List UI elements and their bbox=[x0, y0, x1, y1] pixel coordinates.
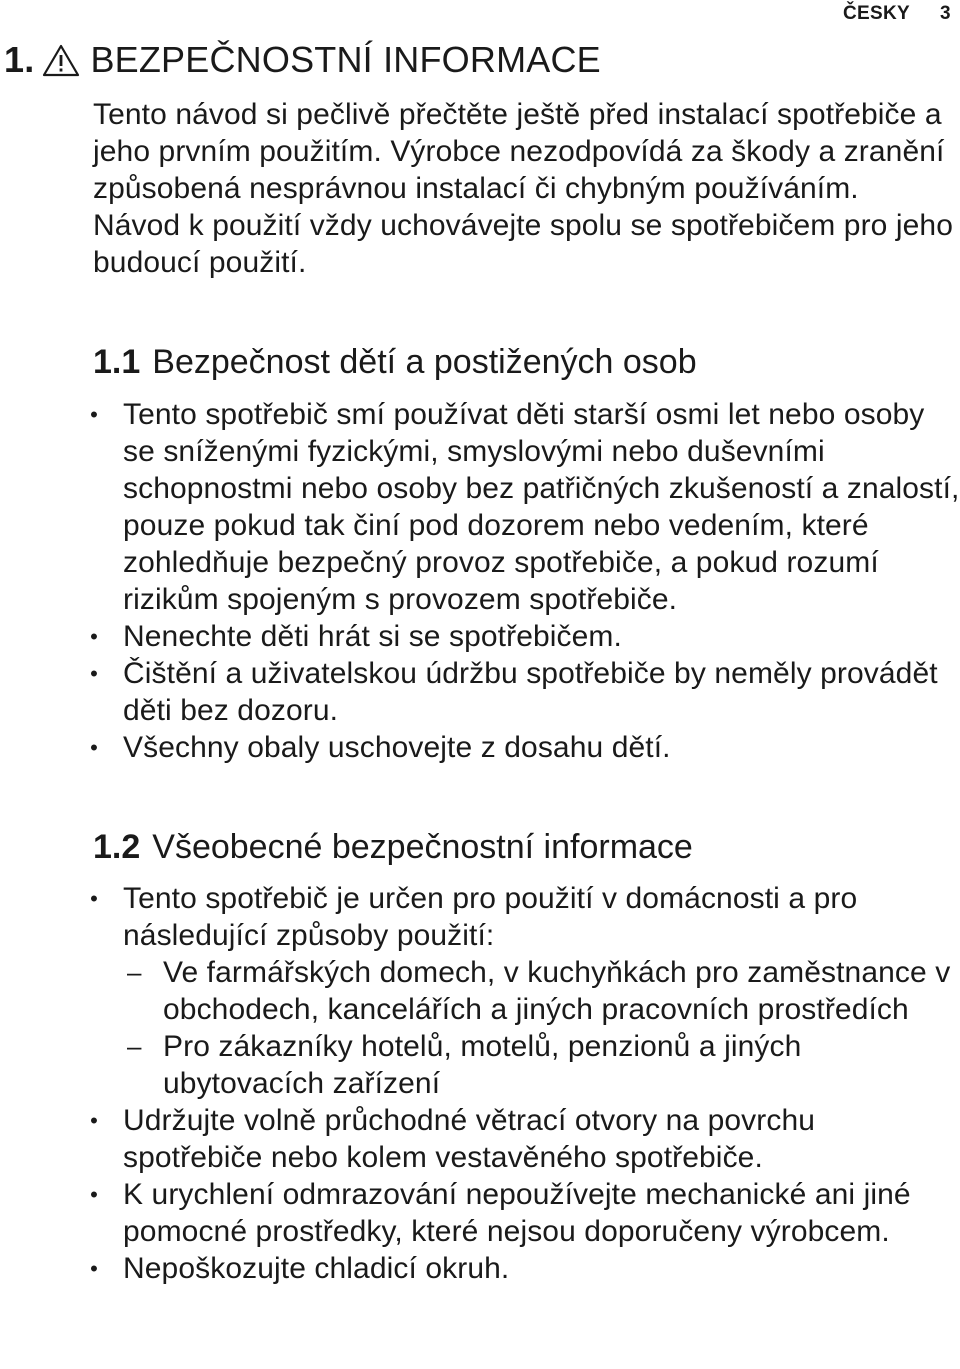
page-header bbox=[0, 0, 960, 30]
subsection-heading-child-safety bbox=[93, 340, 697, 384]
bullet-icon: • bbox=[90, 661, 98, 686]
list-item-text: Čištění a uživatelskou údržbu spotřebiče by neměly provádět děti bez dozoru. bbox=[123, 657, 938, 727]
list-item bbox=[0, 1176, 960, 1250]
list-item-text: Tento spotřebič je určen pro použití v domácnosti a pro následující způsoby použití: bbox=[123, 882, 858, 952]
subsection-heading-general-safety bbox=[93, 825, 693, 869]
list-item-text: Udržujte volně průchodné větrací otvory na povrchu spotřebiče nebo kolem vestavěného spotřebiče. bbox=[123, 1104, 816, 1174]
list-item bbox=[0, 729, 960, 766]
sub-list-item bbox=[123, 954, 960, 1028]
list-item-text: Nenechte děti hrát si se spotřebičem. bbox=[123, 620, 622, 653]
bullet-icon: • bbox=[90, 1182, 98, 1207]
list-item bbox=[0, 655, 960, 729]
list-item bbox=[0, 618, 960, 655]
dash-icon: – bbox=[127, 1031, 142, 1061]
sub-list-item bbox=[123, 1028, 960, 1102]
subsection-title: Bezpečnost dětí a postižených osob bbox=[152, 342, 697, 381]
bullet-icon: • bbox=[90, 1256, 98, 1281]
list-item-text: Nepoškozujte chladicí okruh. bbox=[123, 1252, 510, 1285]
subsection-number: 1.1 bbox=[93, 342, 141, 381]
list-item bbox=[0, 880, 960, 1102]
list-item bbox=[0, 396, 960, 618]
list-item bbox=[0, 1102, 960, 1176]
bullet-icon: • bbox=[90, 735, 98, 760]
subsection-title: Všeobecné bezpečnostní informace bbox=[152, 827, 693, 866]
list-item-text: Všechny obaly uschovejte z dosahu dětí. bbox=[123, 731, 671, 764]
sub-list-item-text: Pro zákazníky hotelů, motelů, penzionů a jiných ubytovacích zařízení bbox=[163, 1030, 802, 1100]
child-safety-list bbox=[0, 396, 960, 766]
section-number: 1. bbox=[4, 39, 35, 80]
bullet-icon: • bbox=[90, 886, 98, 911]
dash-icon: – bbox=[127, 957, 142, 987]
page-number: 3 bbox=[940, 3, 951, 24]
list-item-text: Tento spotřebič smí používat děti starší osmi let nebo osoby se sníženými fyzickými, smyslovými nebo duševními schopnostmi nebo osoby bez patřičných zkušeností a znalostí, pouze pokud tak činí pod dozorem nebo vedením, které zohledňuje bezpečný provoz spotřebiče, a pokud rozumí rizikům spojeným s provozem spotřebiče. bbox=[123, 398, 960, 616]
general-safety-list bbox=[0, 880, 960, 1287]
subsection-number: 1.2 bbox=[93, 827, 141, 866]
sub-list-item-text: Ve farmářských domech, v kuchyňkách pro zaměstnance v obchodech, kancelářích a jiných pracovních prostředích bbox=[163, 956, 951, 1026]
language-label: ČESKY bbox=[843, 3, 910, 24]
warning-triangle-icon bbox=[42, 43, 80, 77]
bullet-icon: • bbox=[90, 402, 98, 427]
list-item bbox=[0, 1250, 960, 1287]
bullet-icon: • bbox=[90, 624, 98, 649]
usage-sub-list bbox=[123, 954, 960, 1102]
section-title bbox=[4, 38, 601, 82]
intro-paragraph: Tento návod si pečlivě přečtěte ještě před instalací spotřebiče a jeho prvním použitím. Výrobce nezodpovídá za škody a zranění způsobená nesprávnou instalací či chybným používáním. Návod k použití vždy uchovávejte spolu se spotřebičem pro jeho budoucí použití. bbox=[93, 98, 953, 279]
bullet-icon: • bbox=[90, 1108, 98, 1133]
list-item-text: K urychlení odmrazování nepoužívejte mechanické ani jiné pomocné prostředky, které nejsou doporučeny výrobcem. bbox=[123, 1178, 911, 1248]
section-title-text: BEZPEČNOSTNÍ INFORMACE bbox=[90, 39, 601, 80]
